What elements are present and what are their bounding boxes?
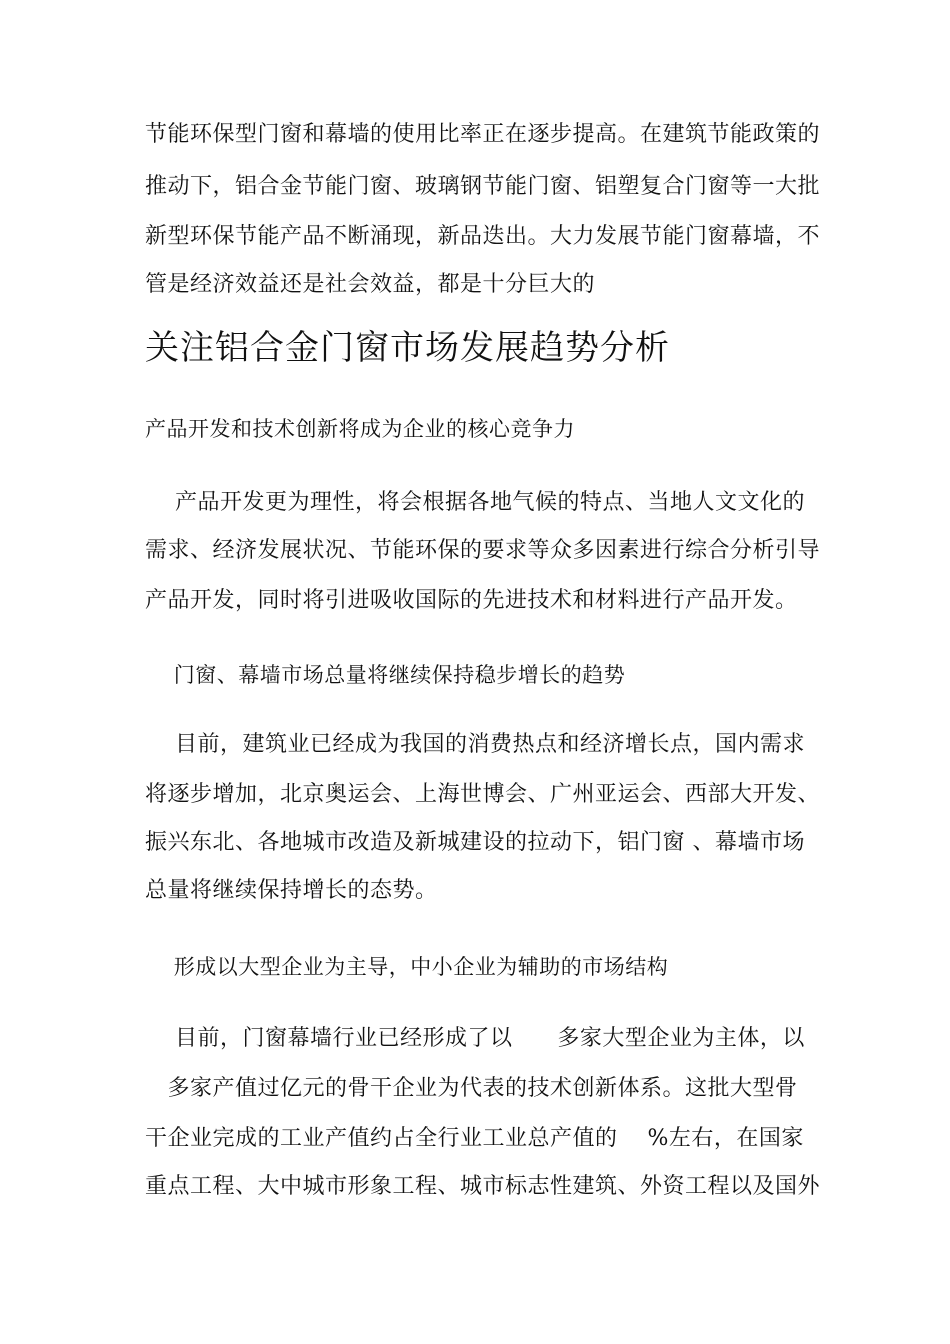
section1-heading: 产品开发和技术创新将成为企业的核心竞争力 — [145, 417, 575, 441]
section3-line-3: 干企业完成的工业产值约占全行业工业总产值的 %左右，在国家 — [145, 1126, 804, 1151]
intro-line-1: 节能环保型门窗和幕墙的使用比率正在逐步提高。在建筑节能政策的 — [145, 122, 821, 147]
intro-line-4: 管是经济效益还是社会效益，都是十分巨大的 — [145, 272, 596, 297]
section2-line-2: 将逐步增加，北京奥运会、上海世博会、广州亚运会、西部大开发、 — [145, 782, 821, 807]
section1-line-2: 需求、经济发展状况、节能环保的要求等众多因素进行综合分析引导 — [145, 538, 821, 563]
intro-line-2: 推动下，铝合金节能门窗、玻璃钢节能门窗、铝塑复合门窗等一大批 — [145, 174, 821, 199]
section3-heading: 形成以大型企业为主导，中小企业为辅助的市场结构 — [145, 955, 669, 979]
section3-line-4: 重点工程、大中城市形象工程、城市标志性建筑、外资工程以及国外 — [145, 1174, 821, 1199]
section2-line-4: 总量将继续保持增长的态势。 — [145, 878, 438, 903]
intro-line-3: 新型环保节能产品不断涌现，新品迭出。大力发展节能门窗幕墙，不 — [145, 224, 821, 249]
section2-line-3: 振兴东北、各地城市改造及新城建设的拉动下，铝门窗 、幕墙市场 — [145, 830, 805, 855]
section1-line-3: 产品开发，同时将引进吸收国际的先进技术和材料进行产品开发。 — [145, 588, 798, 613]
page-title: 关注铝合金门窗市场发展趋势分析 — [145, 328, 670, 368]
section1-line-1: 产品开发更为理性，将会根据各地气候的特点、当地人文文化的 — [145, 490, 805, 515]
section3-line-2: 多家产值过亿元的骨干企业为代表的技术创新体系。这批大型骨 — [145, 1076, 798, 1101]
section3-line-1: 目前，门窗幕墙行业已经形成了以 多家大型企业为主体，以 — [145, 1026, 805, 1051]
section2-line-1: 目前，建筑业已经成为我国的消费热点和经济增长点，国内需求 — [145, 732, 805, 757]
section2-heading: 门窗、幕墙市场总量将继续保持稳步增长的趋势 — [145, 663, 626, 687]
